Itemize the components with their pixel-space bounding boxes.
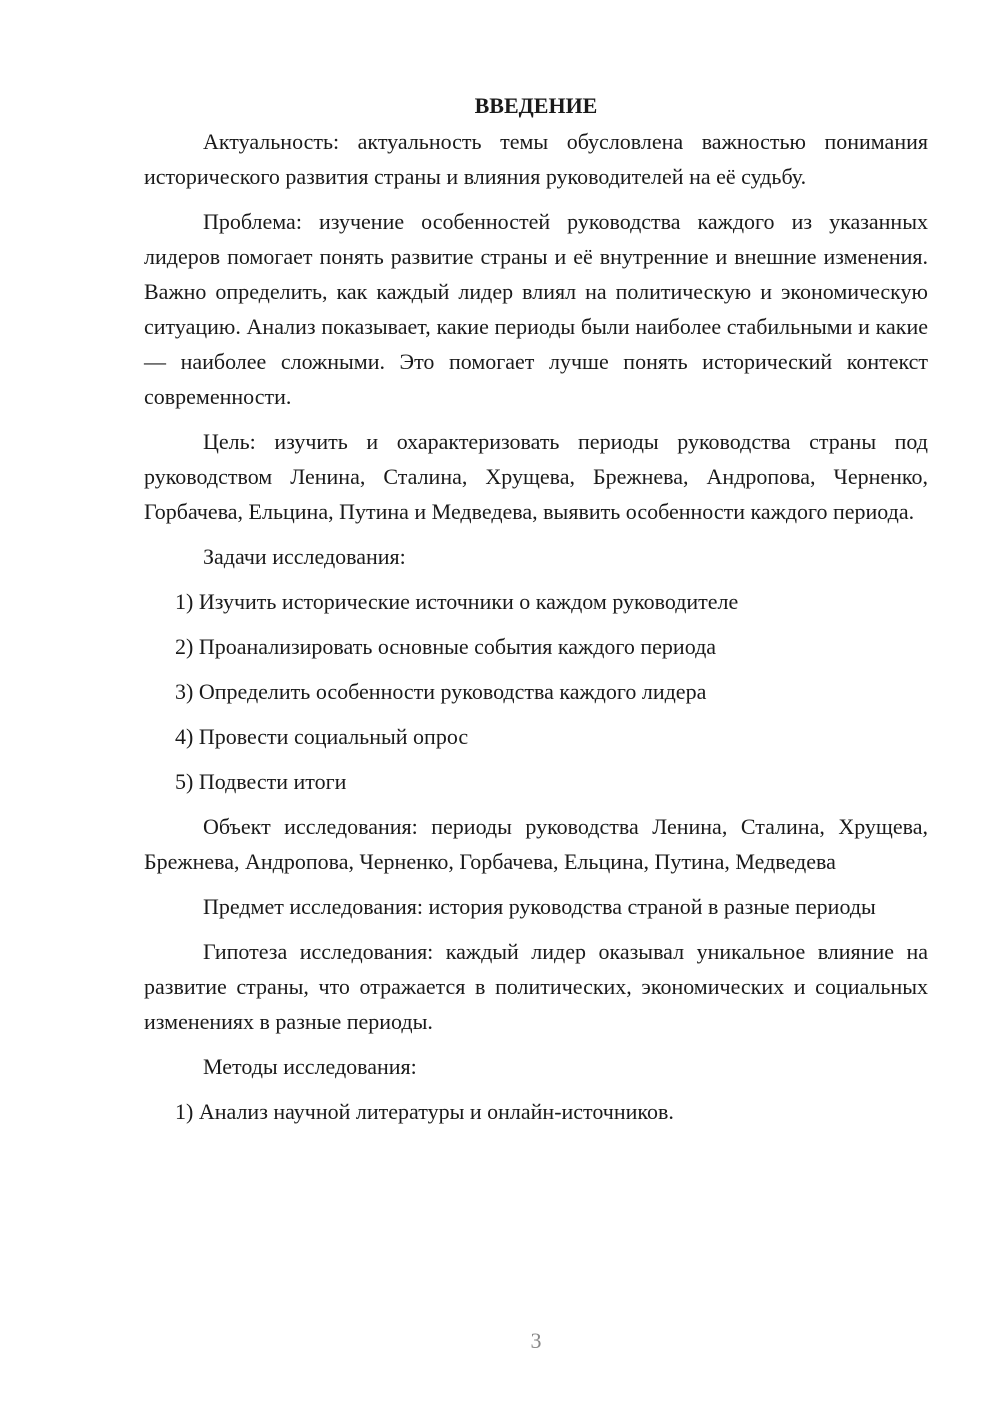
- methods-label: Методы исследования:: [203, 1054, 417, 1079]
- tasks-list: [144, 584, 928, 799]
- section-heading: ВВЕДЕНИЕ: [474, 93, 598, 118]
- tasks-label: Задачи исследования:: [203, 544, 406, 569]
- methods-list: [144, 1094, 928, 1129]
- goal-paragraph: Цель: изучить и охарактеризовать периоды руководства страны под руководством Ленина, Сталина, Хрущева, Брежнева, Андропова, Черненко, Горбачева, Ельцина, Путина и Медведева, выявить особенности каждого периода.: [144, 429, 928, 524]
- hypothesis-paragraph: Гипотеза исследования: каждый лидер оказывал уникальное влияние на развитие страны, что отражается в политических, экономических и социальных изменениях в разные периоды.: [144, 939, 928, 1034]
- list-item: 1) Анализ научной литературы и онлайн-источников.: [175, 1099, 674, 1124]
- list-item: 3) Определить особенности руководства каждого лидера: [175, 679, 707, 704]
- relevance-paragraph: Актуальность: актуальность темы обусловлена важностью понимания исторического развития страны и влияния руководителей на её судьбу.: [144, 129, 928, 189]
- page-number: 3: [530, 1328, 542, 1353]
- subject-paragraph: Предмет исследования: история руководства страной в разные периоды: [203, 894, 876, 919]
- object-paragraph: Объект исследования: периоды руководства Ленина, Сталина, Хрущева, Брежнева, Андропова, Черненко, Горбачева, Ельцина, Путина, Медведева: [144, 814, 928, 874]
- problem-paragraph: Проблема: изучение особенностей руководства каждого из указанных лидеров помогает понять развитие страны и её внутренние и внешние изменения. Важно определить, как каждый лидер влиял на политическую и экономическую ситуацию. Анализ показывает, какие периоды были наиболее стабильными и какие — наиболее сложными. Это помогает лучше понять исторический контекст современности.: [144, 209, 928, 409]
- list-item: 4) Провести социальный опрос: [175, 724, 469, 749]
- list-item: 2) Проанализировать основные события каждого периода: [175, 634, 717, 659]
- list-item: 1) Изучить исторические источники о каждом руководителе: [175, 589, 739, 614]
- document-page: [144, 88, 928, 1139]
- list-item: 5) Подвести итоги: [175, 769, 347, 794]
